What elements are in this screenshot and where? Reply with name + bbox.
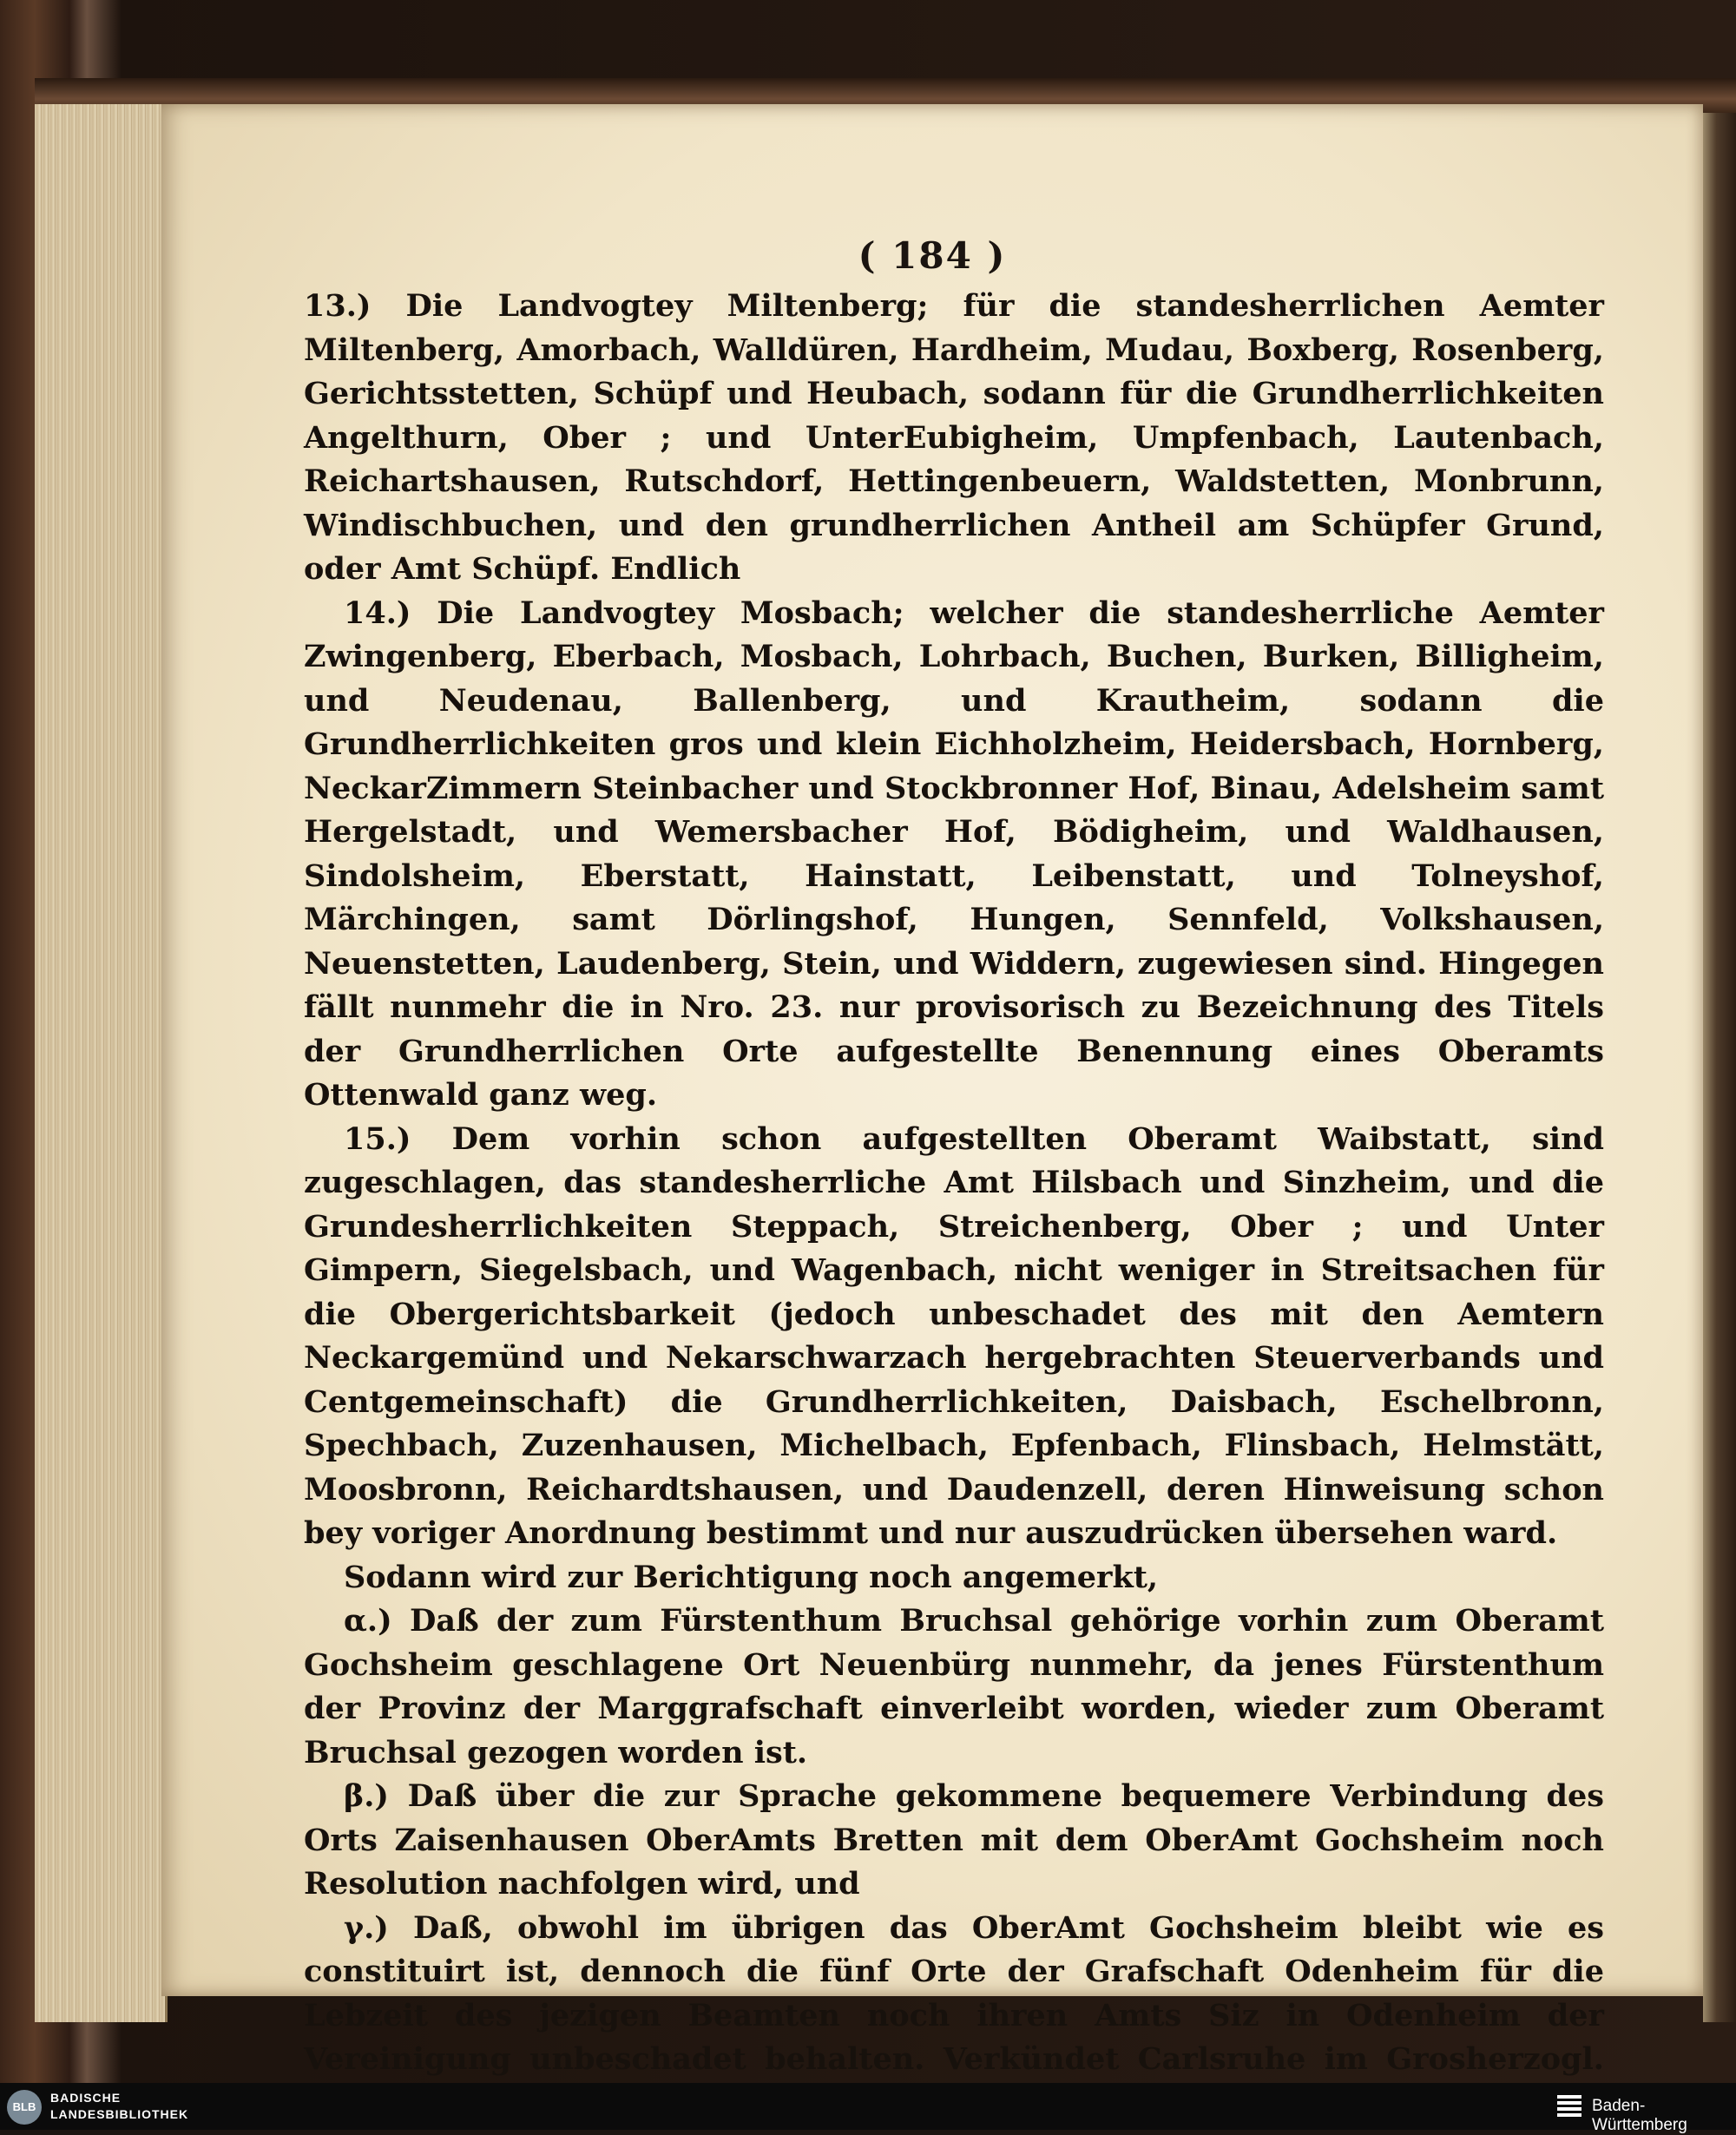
- library-name-line2: LANDESBIBLIOTHEK: [50, 2107, 189, 2121]
- paragraph-14: 14.) Die Landvogtey Mosbach; welcher die standesherrliche Aemter Zwingenberg, Eberbach, Mosbach, Lohrbach, Buchen, Burken, Billigheim, und Neudenau, Ballenberg, und Krautheim, sodann die Grundherrlichkeiten gros und klein Eichholzheim, Heidersbach, Hornberg, NeckarZimmern Steinbacher und Stockbronner Hof, Binau, Adelsheim samt Hergelstadt, und Wemersbacher Hof, Bödigheim, und Waldhausen, Sindolsheim, Eberstatt, Hainstatt, Leibenstatt, und Tolneyshof, Märchingen, samt Dörlingshof, Hungen, Sennfeld, Volkshausen, Neuenstetten, Laudenberg, Stein, und Widdern, zugewiesen sind. Hingegen fällt nunmehr die in Nro. 23. nur provisorisch zu Bezeichnung des Titels der Grundherrlichen Orte aufgestellte Benennung eines Oberamts Ottenwald ganz weg.: [304, 595, 1604, 1113]
- footer-bar: [0, 2083, 1736, 2134]
- paragraph-15: 15.) Dem vorhin schon aufgestellten Oberamt Waibstatt, sind zugeschlagen, das standesherrliche Amt Hilsbach und Sinzheim, und die Grundesherrlichkeiten Steppach, Streichenberg, Ober ; und Unter Gimpern, Siegelsbach, und Wagenbach, nicht weniger in Streitsachen für die Obergerichtsbarkeit (jedoch unbeschadet des mit den Aemtern Neckargemünd und Nekarschwarzach hergebrachten Steuerverbands und Centgemeinschaft) die Grundherrlichkeiten, Daisbach, Eschelbronn, Spechbach, Zuzenhausen, Michelbach, Epfenbach, Flinsbach, Helmstätt, Moosbronn, Reichardtshausen, und Daudenzell, deren Hinweisung schon bey voriger Anordnung bestimmt und nur auszudrücken übersehen ward.: [304, 1120, 1604, 1551]
- book-right-edge: [1703, 113, 1736, 2022]
- paragraph-sodann: Sodann wird zur Berichtigung noch angemerkt,: [344, 1559, 1159, 1595]
- paragraph-alpha: α.) Daß der zum Fürstenthum Bruchsal gehörige vorhin zum Oberamt Gochsheim geschlagene Ort Neuenbürg nunmehr, da jenes Fürstenthum der Provinz der Marggrafschaft einverleibt worden, wieder zum Oberamt Bruchsal gezogen worden ist.: [304, 1603, 1604, 1770]
- blb-logo[interactable]: BLB: [7, 2090, 42, 2125]
- paragraph-beta: β.) Daß über die zur Sprache gekommene bequemere Verbindung des Orts Zaisenhausen OberAmts Bretten mit dem OberAmt Gochsheim noch Resolution nachfolgen wird, und: [304, 1778, 1604, 1902]
- page-number: ( 184 ): [858, 234, 1007, 277]
- paragraph-13: 13.) Die Landvogtey Miltenberg; für die standesherrlichen Aemter Miltenberg, Amorbach, Walldüren, Hardheim, Mudau, Boxberg, Rosenberg, Gerichtsstetten, Schüpf und Heubach, sodann für die Grundherrlichkeiten Angelthurn, Ober ; und UnterEubigheim, Umpfenbach, Lautenbach, Reichartshausen, Rutschdorf, Hettingenbeuern, Waldstetten, Monbrunn, Windischbuchen, und den grundherrlichen Antheil am Schüpfer Grund, oder Amt Schüpf. Endlich: [304, 288, 1604, 587]
- coat-of-arms-icon: [1554, 2093, 1585, 2121]
- library-name-line1: BADISCHE: [50, 2091, 122, 2105]
- book-page: [161, 104, 1703, 2077]
- paragraph-gamma: γ.) Daß, obwohl im übrigen das OberAmt Gochsheim bleibt wie es constituirt ist, dennoch die fünf Orte der Grafschaft Odenheim für die Lebzeit des jezigen Beamten noch ihren Amts Siz in Odenheim der Vereinigung unbeschadet behalten. Verkündet Carlsruhe im Grosherzogl.: [304, 1909, 1604, 2077]
- library-name: [50, 2090, 188, 2123]
- page-text: [304, 285, 1604, 2125]
- book-page-edges: [35, 104, 168, 2022]
- state-name: Baden-Württemberg: [1592, 2097, 1687, 2134]
